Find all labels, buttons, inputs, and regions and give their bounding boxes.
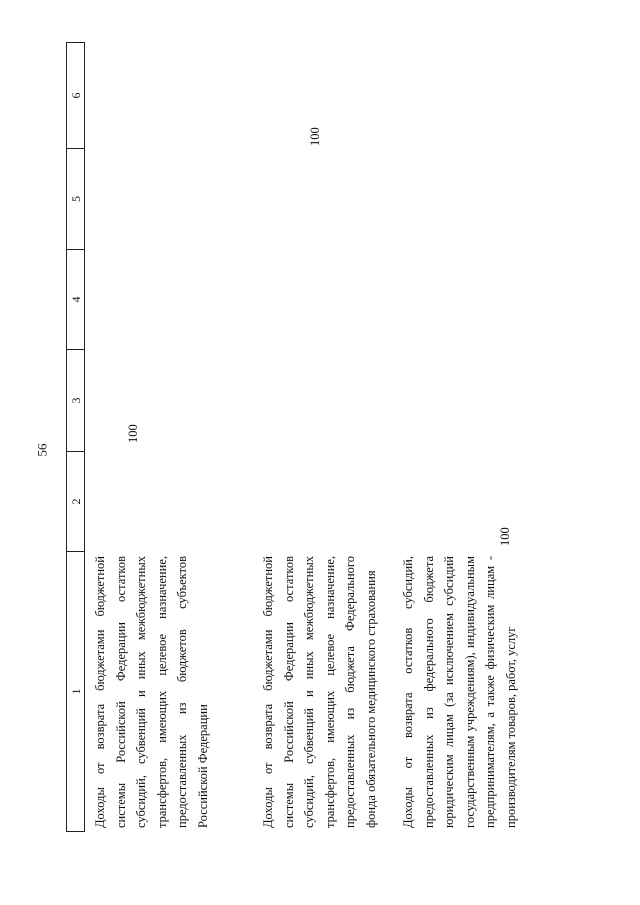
- page-number: 56: [34, 443, 50, 457]
- table-header-row: [66, 42, 86, 832]
- column-header-1: 1: [66, 552, 85, 832]
- row-1-column-6-value: 100: [308, 127, 322, 146]
- row-1-column-3-value: 100: [126, 424, 140, 443]
- column-header-4: 4: [66, 250, 85, 350]
- rotated-page-content: [66, 42, 586, 832]
- column-header-5: 5: [66, 149, 85, 250]
- column-header-6: 6: [66, 42, 85, 149]
- row-1-description: Доходы от возврата бюджетами бюджетной системы Российской Федерации остатков субсидий, субвенций и иных межбюджетных трансфертов, имеющих целевое назначение, предоставленных из бюджетов субъектов Российской Федерации: [93, 556, 210, 828]
- row-3-column-2-value: 100: [498, 527, 512, 546]
- row-2-description: Доходы от возврата бюджетами бюджетной системы Российской Федерации остатков субсидий, субвенций и иных межбюджетных трансфертов, имеющих целевое назначение, предоставленных из бюджета Федерального фонда обязательного медицинского страхования: [261, 556, 378, 828]
- column-header-2: 2: [66, 452, 85, 552]
- column-header-3: 3: [66, 350, 85, 452]
- row-3-description: Доходы от возврата остатков субсидий, предоставленных из федерального бюджета юридическим лицам (за исключением субсидий государственным учреждениям), индивидуальным предпринимателям, а также физическим лицам - производителям товаров, работ, услуг: [401, 556, 518, 828]
